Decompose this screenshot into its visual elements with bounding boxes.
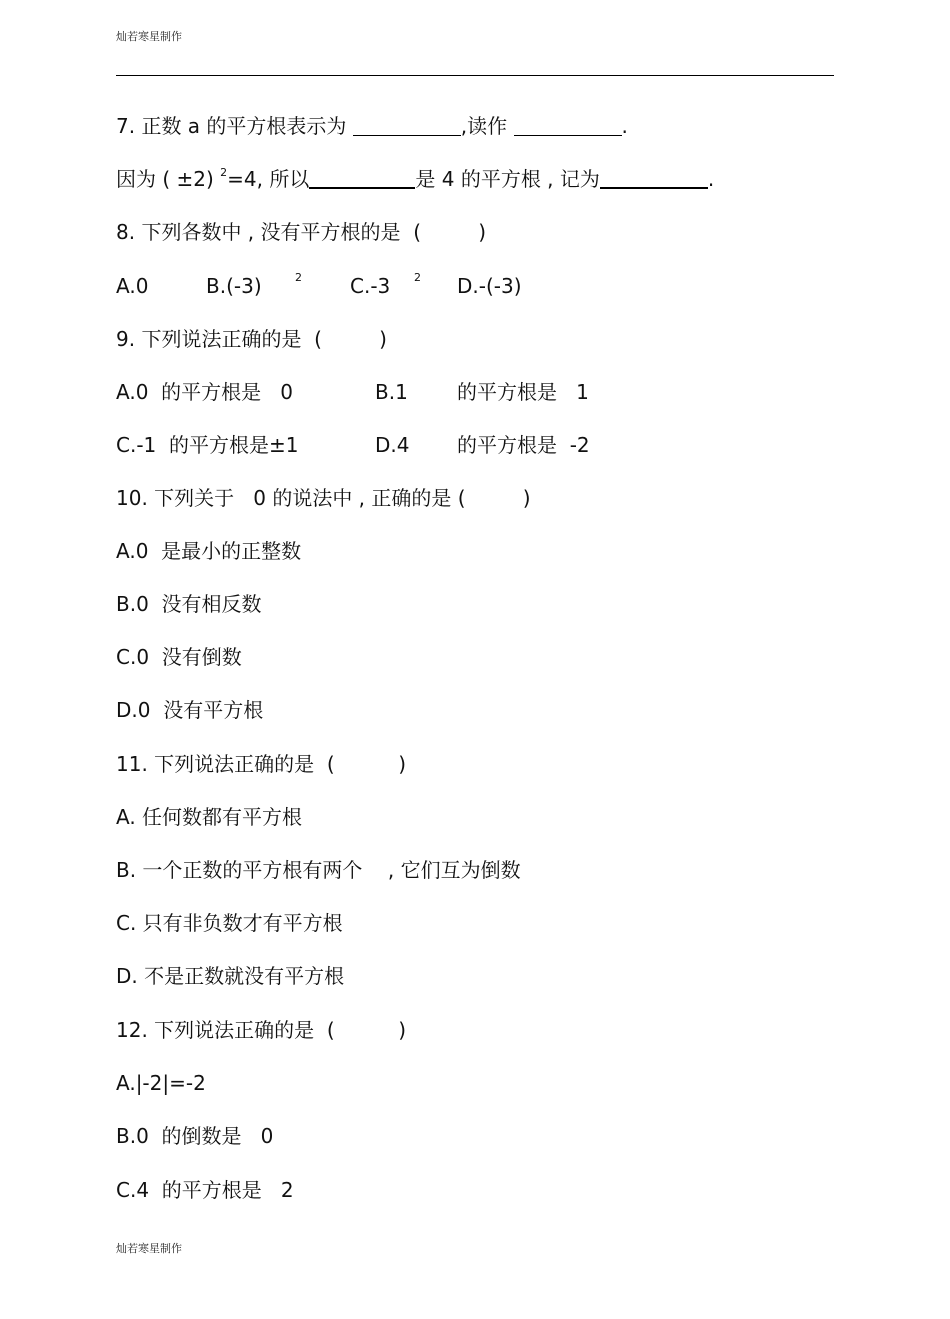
q7-blank-notation-2[interactable] — [600, 167, 708, 189]
q8-stem: 8. 下列各数中 , 没有平方根的是 ( ) — [116, 220, 487, 244]
q7-line1-end: . — [621, 114, 628, 138]
q10-option-d: D.0 没有平方根 — [116, 698, 264, 722]
q7-line1-prefix: 7. 正数 a 的平方根表示为 — [116, 114, 353, 138]
q7-line2-end: . — [707, 167, 715, 191]
q9-option-c: C.-1 的平方根是±1 — [116, 433, 299, 457]
page-footer: 灿若寒星制作 — [116, 1242, 182, 1255]
q11-option-a: A. 任何数都有平方根 — [116, 805, 303, 829]
q7-line2-mid2: 是 4 的平方根 , 记为 — [415, 167, 600, 191]
q11-stem: 11. 下列说法正确的是 ( ) — [116, 752, 407, 776]
q12-option-c: C.4 的平方根是 2 — [116, 1178, 294, 1202]
q12-stem: 12. 下列说法正确的是 ( ) — [116, 1018, 407, 1042]
q12-option-a: A.|-2|=-2 — [116, 1071, 206, 1095]
q10-option-b: B.0 没有相反数 — [116, 592, 262, 616]
q8-option-b-exponent: 2 — [295, 271, 302, 284]
q7-line1-mid: ,读作 — [460, 114, 514, 138]
q7-blank-reading[interactable] — [514, 115, 622, 136]
q8-option-c-exponent: 2 — [414, 271, 421, 284]
q7-line2-mid1: =4, 所以 — [227, 167, 310, 191]
q8-option-c: C.-3 — [350, 274, 391, 298]
q11-option-c: C. 只有非负数才有平方根 — [116, 911, 343, 935]
q11-option-b: B. 一个正数的平方根有两个 , 它们互为倒数 — [116, 858, 521, 882]
q7-line2 — [116, 165, 714, 193]
q10-stem: 10. 下列关于 0 的说法中 , 正确的是 ( ) — [116, 486, 531, 510]
q9-option-a: A.0 的平方根是 0 — [116, 380, 293, 404]
q8-options — [116, 272, 536, 300]
q7-line2-exponent: 2 — [220, 166, 228, 179]
page-header: 灿若寒星制作 — [116, 30, 182, 43]
q9-stem: 9. 下列说法正确的是 ( ) — [116, 327, 387, 351]
q7-line2-prefix: 因为 ( ±2) — [116, 167, 221, 191]
q8-option-b: B.(-3) — [206, 274, 262, 298]
q8-option-d: D.-(-3) — [457, 274, 522, 298]
q7-line1 — [116, 112, 628, 140]
q7-blank-notation[interactable] — [353, 115, 461, 136]
q9-row-ab — [116, 378, 716, 406]
q7-blank-roots[interactable] — [309, 167, 415, 189]
q9-option-d-label: D.4 — [375, 433, 410, 457]
q9-row-cd — [116, 431, 716, 459]
q9-option-d-text: 的平方根是 -2 — [457, 433, 590, 457]
q11-option-d: D. 不是正数就没有平方根 — [116, 964, 345, 988]
header-rule — [116, 75, 834, 76]
q9-option-b-text: 的平方根是 1 — [457, 380, 589, 404]
q10-option-a: A.0 是最小的正整数 — [116, 539, 302, 563]
q9-option-b-label: B.1 — [375, 380, 408, 404]
q10-option-c: C.0 没有倒数 — [116, 645, 242, 669]
q8-option-a: A.0 — [116, 274, 149, 298]
q12-option-b: B.0 的倒数是 0 — [116, 1124, 274, 1148]
